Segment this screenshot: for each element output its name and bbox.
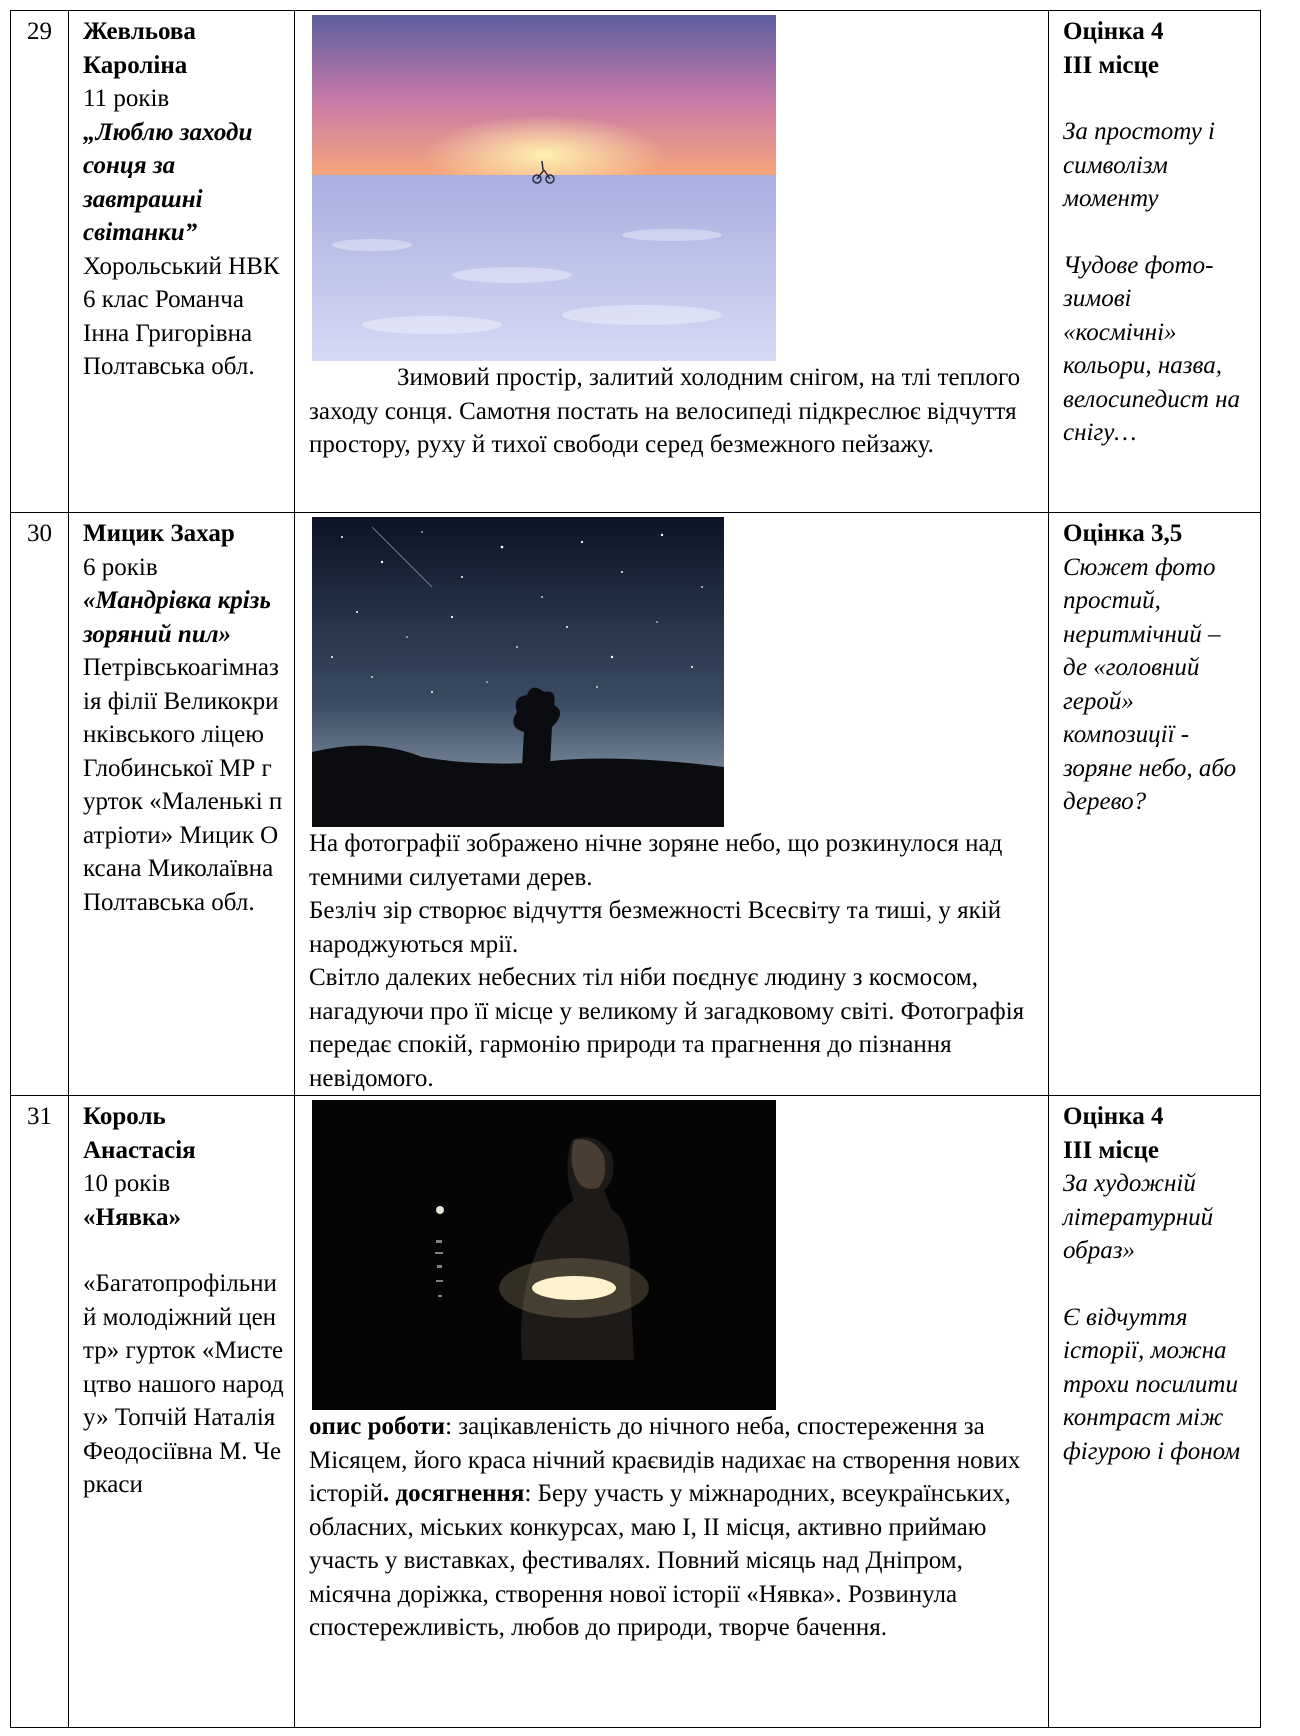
description-text: : зацікавленість до нічного неба, спостереження за Місяцем, його краса нічний краєвидів надихає на створення нових історій xyxy=(309,1413,1021,1507)
evaluation-cell xyxy=(1049,11,1261,513)
work-title: „Люблю заходи сонця за завтрашні світанки” xyxy=(83,118,253,246)
description-separator: . xyxy=(382,1480,390,1507)
work-title: «Нявка» xyxy=(83,1203,181,1231)
participant-info: Петрівськоагімназія філії Великокринківського ліцею Глобинської МР гурток «Маленькі патріоти» Мицик Оксана Миколаївна Полтавська обл. xyxy=(83,654,283,916)
row-number: 30 xyxy=(11,513,69,1096)
work-description: Зимовий простір, залитий холодним снігом, на тлі теплого заходу сонця. Самотня постать на велосипеді підкреслює відчуття простору, руху й тихої свободи серед безмежного пейзажу. xyxy=(309,364,1021,458)
row-number: 31 xyxy=(11,1096,69,1728)
jury-comment: За простоту і символізм моменту xyxy=(1063,118,1216,212)
evaluation-cell xyxy=(1049,1096,1261,1728)
achievements-label: досягнення xyxy=(395,1480,525,1507)
place: ІІІ місце xyxy=(1063,51,1160,79)
work-title: «Мандрівка крізь зоряний пил» xyxy=(83,587,271,648)
table-row xyxy=(11,513,1261,1096)
participant-info: Хорольський НВК 6 клас Романча Інна Григорівна Полтавська обл. xyxy=(83,252,280,380)
grade: Оцінка 4 xyxy=(1063,18,1164,45)
table-row xyxy=(11,1096,1261,1728)
work-description xyxy=(309,827,1038,1095)
description-line: На фотографії зображено нічне зоряне небо, що розкинулося над темними силуетами дерев. xyxy=(309,830,1003,891)
row-number: 29 xyxy=(11,11,69,513)
participant-name: Мицик Захар xyxy=(83,520,235,547)
participant-age: 11 років xyxy=(83,85,170,112)
results-table xyxy=(10,10,1261,1728)
description-line: Безліч зір створює відчуття безмежності Всесвіту та тиші, у якій народжуються мрії. xyxy=(309,897,1002,958)
place: ІІІ місце xyxy=(1063,1136,1160,1164)
work-cell xyxy=(295,1096,1049,1728)
work-cell xyxy=(295,513,1049,1096)
description-line: Світло далеких небесних тіл ніби поєднує людину з космосом, нагадуючи про її місце у великому й загадковому світі. Фотографія передає спокій, гармонію природи та прагнення до пізнання невідомого. xyxy=(309,964,1025,1092)
participant-age: 10 років xyxy=(83,1170,171,1197)
participant-name: Жевльова Кароліна xyxy=(83,18,196,79)
grade: Оцінка 3,5 xyxy=(1063,520,1183,547)
participant-info: «Багатопрофільний молодіжний центр» гурток «Мистецтво нашого народу» Топчій Наталія Феодосіївна М. Черкаси xyxy=(83,1270,284,1498)
participant-name: Король Анастасія xyxy=(83,1103,196,1164)
jury-comment: Чудове фото- зимові «космічні» кольори, назва, велосипедист на снігу… xyxy=(1063,251,1241,446)
table-row xyxy=(11,11,1261,513)
photo-night-girl xyxy=(312,1100,776,1410)
description-label: опис роботи xyxy=(309,1413,446,1440)
jury-comment: За художній літературний образ» xyxy=(1063,1170,1214,1264)
evaluation-cell xyxy=(1049,513,1261,1096)
participant-age: 6 років xyxy=(83,553,158,581)
photo-starry-sky xyxy=(312,517,724,827)
jury-comment: Сюжет фото простий, неритмічний – де «головний герой» композиції - зоряне небо, або дерево? xyxy=(1063,553,1237,815)
grade: Оцінка 4 xyxy=(1063,1103,1164,1130)
participant-cell xyxy=(69,513,295,1096)
jury-comment: Є відчуття історії, можна трохи посилити контраст між фігурою і фоном xyxy=(1063,1303,1241,1465)
photo-winter-sunset xyxy=(312,15,776,361)
participant-cell xyxy=(69,11,295,513)
work-cell xyxy=(295,11,1049,513)
achievements-text: : Беру участь у міжнародних, всеукраїнських, обласних, міських конкурсах, маю І, ІІ місця, активно приймаю участь у виставках, фестивалях. Повний місяць над Дніпром, місячна доріжка, створення нової історії «Нявка». Розвинула спостережливість, любов до природи, творче бачення. xyxy=(309,1480,1011,1641)
participant-cell xyxy=(69,1096,295,1728)
work-description xyxy=(309,1410,1038,1645)
